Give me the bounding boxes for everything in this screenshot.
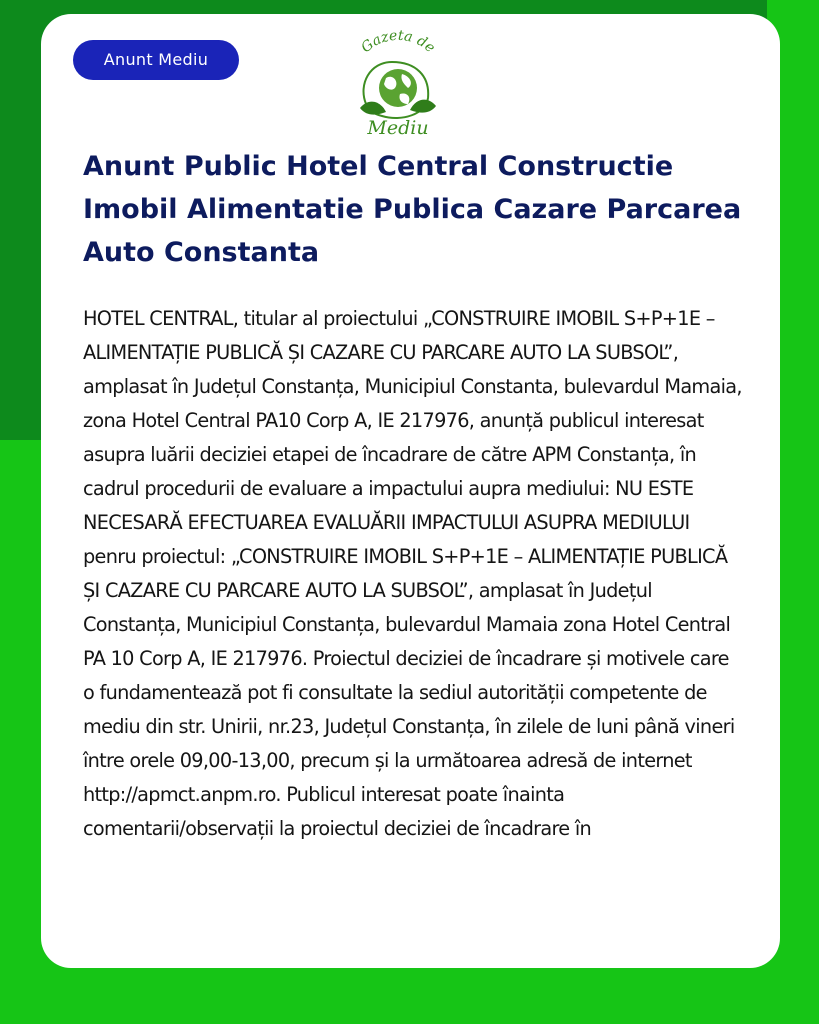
logo-top-text: Gazeta de [358,27,438,57]
announcement-card [41,14,780,968]
logo-bottom-text: Mediu [367,117,429,139]
article-body: HOTEL CENTRAL, titular al proiectului „CONSTRUIRE IMOBIL S+P+1E – ALIMENTAȚIE PUBLICĂ ȘI CAZARE CU PARCARE AUTO LA SUBSOL”, amplasat în Județul Constanța, Municipiul Constanta, bulevardul Mamaia, zona Hotel Central PA10 Corp A, IE 217976, anunță publicul interesat asupra luării deciziei etapei de încadrare de către APM Constanța, în cadrul procedurii de evaluare a impactului aupra mediului: NU ESTE NECESARĂ EFECTUAREA EVALUĂRII IMPACTULUI ASUPRA MEDIULUI penru proiectul: „CONSTRUIRE IMOBIL S+P+1E – ALIMENTAȚIE PUBLICĂ ȘI CAZARE CU PARCARE AUTO LA SUBSOL”, amplasat în Județul Constanța, Municipiul Constanța, bulevardul Mamaia zona Hotel Central PA 10 Corp A, IE 217976. Proiectul deciziei de încadrare și motivele care o fundamentează pot fi consultate la sediul autorității competente de mediu din str. Unirii, nr.23, Județul Constanța, în zilele de luni până vineri între orele 09,00-13,00, precum și la următoarea adresă de internet http://apmct.anpm.ro. Publicul interesat poate înainta comentarii/observații la proiectul deciziei de încadrare în [83,307,742,840]
category-badge[interactable]: Anunt Mediu [73,40,239,80]
svg-text:Gazeta de [358,28,438,56]
article-title: Anunt Public Hotel Central Constructie Imobil Alimentatie Publica Cazare Parcarea Auto Constanta [83,151,742,268]
globe-leaf-icon [356,26,440,140]
